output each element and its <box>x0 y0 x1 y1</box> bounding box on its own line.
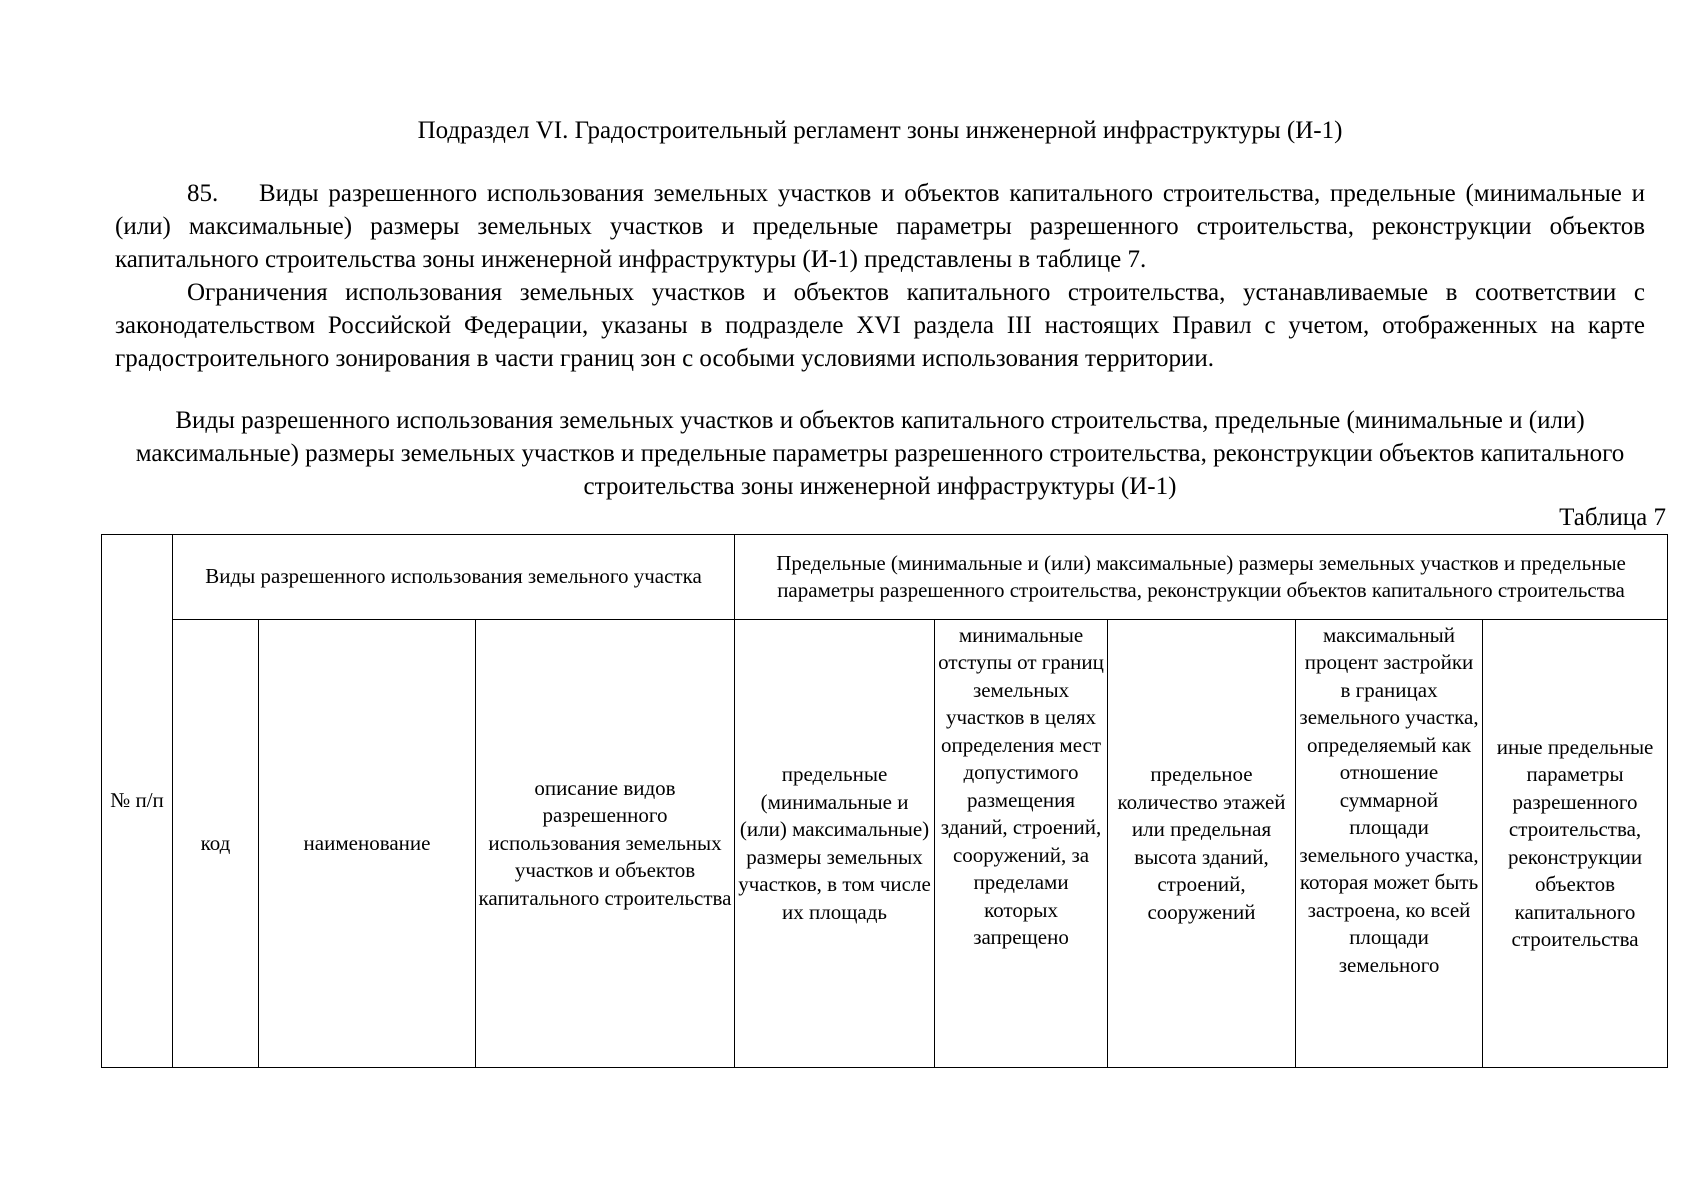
header-setbacks-text: минимальные отступы от границ земельных участков в целях определения мест допустимого размещения зданий, строений, сооружений, за пределами которых запрещено <box>938 622 1104 949</box>
header-code: код <box>173 620 259 1068</box>
header-coverage <box>1296 620 1483 1068</box>
table-number: Таблица 7 <box>1559 504 1666 531</box>
table-header-row-1 <box>102 535 1668 620</box>
header-limits: Предельные (минимальные и (или) максимальные) размеры земельных участков и предельные параметры разрешенного строительства, реконструкции объектов капитального строительства <box>735 535 1668 620</box>
regulation-table <box>101 534 1668 1068</box>
header-plot-size: предельные (минимальные и (или) максимальные) размеры земельных участков, в том числе их площадь <box>735 620 935 1068</box>
header-other: иные предельные параметры разрешенного строительства, реконструкции объектов капитального строительства <box>1483 620 1668 1068</box>
header-description: описание видов разрешенного использования земельных участков и объектов капитального строительства <box>476 620 735 1068</box>
paragraph-restrictions: Ограничения использования земельных участков и объектов капитального строительства, устанавливаемые в соответствии с законодательством Российской Федерации, указаны в подразделе XVI раздела III настоящих Правил с учетом, отображенных на карте градостроительного зонирования в части границ зон с особыми условиями использования территории. <box>115 279 1645 372</box>
section-title: Подраздел VI. Градостроительный регламент зоны инженерной инфраструктуры (И-1) <box>417 117 1343 144</box>
paragraph-number: 85. <box>187 180 219 207</box>
header-name: наименование <box>259 620 476 1068</box>
table-caption: Виды разрешенного использования земельных участков и объектов капитального строительства, предельные (минимальные и (или) максимальные) размеры земельных участков и предельные параметры разрешенного строительства, реконструкции объектов капитального строительства зоны инженерной инфраструктуры (И-1) <box>135 407 1625 500</box>
table-header-row-2 <box>102 620 1668 1068</box>
paragraph-85 <box>115 177 1645 276</box>
header-use-types: Виды разрешенного использования земельного участка <box>173 535 735 620</box>
paragraph-85-text: Виды разрешенного использования земельных участков и объектов капитального строительства, предельные (минимальные и (или) максимальные) размеры земельных участков и предельные параметры разрешенного строительства, реконструкции объектов капитального строительства зоны инженерной инфраструктуры (И-1) представлены в таблице 7. <box>115 180 1645 273</box>
header-setbacks <box>935 620 1108 1068</box>
header-number: № п/п <box>102 535 173 1068</box>
header-floors: предельное количество этажей или предельная высота зданий, строений, сооружений <box>1108 620 1296 1068</box>
header-coverage-text: максимальный процент застройки в границах земельного участка, определяемый как отношение суммарной площади земельного участка, которая может быть застроена, ко всей площади земельного <box>1299 622 1479 977</box>
